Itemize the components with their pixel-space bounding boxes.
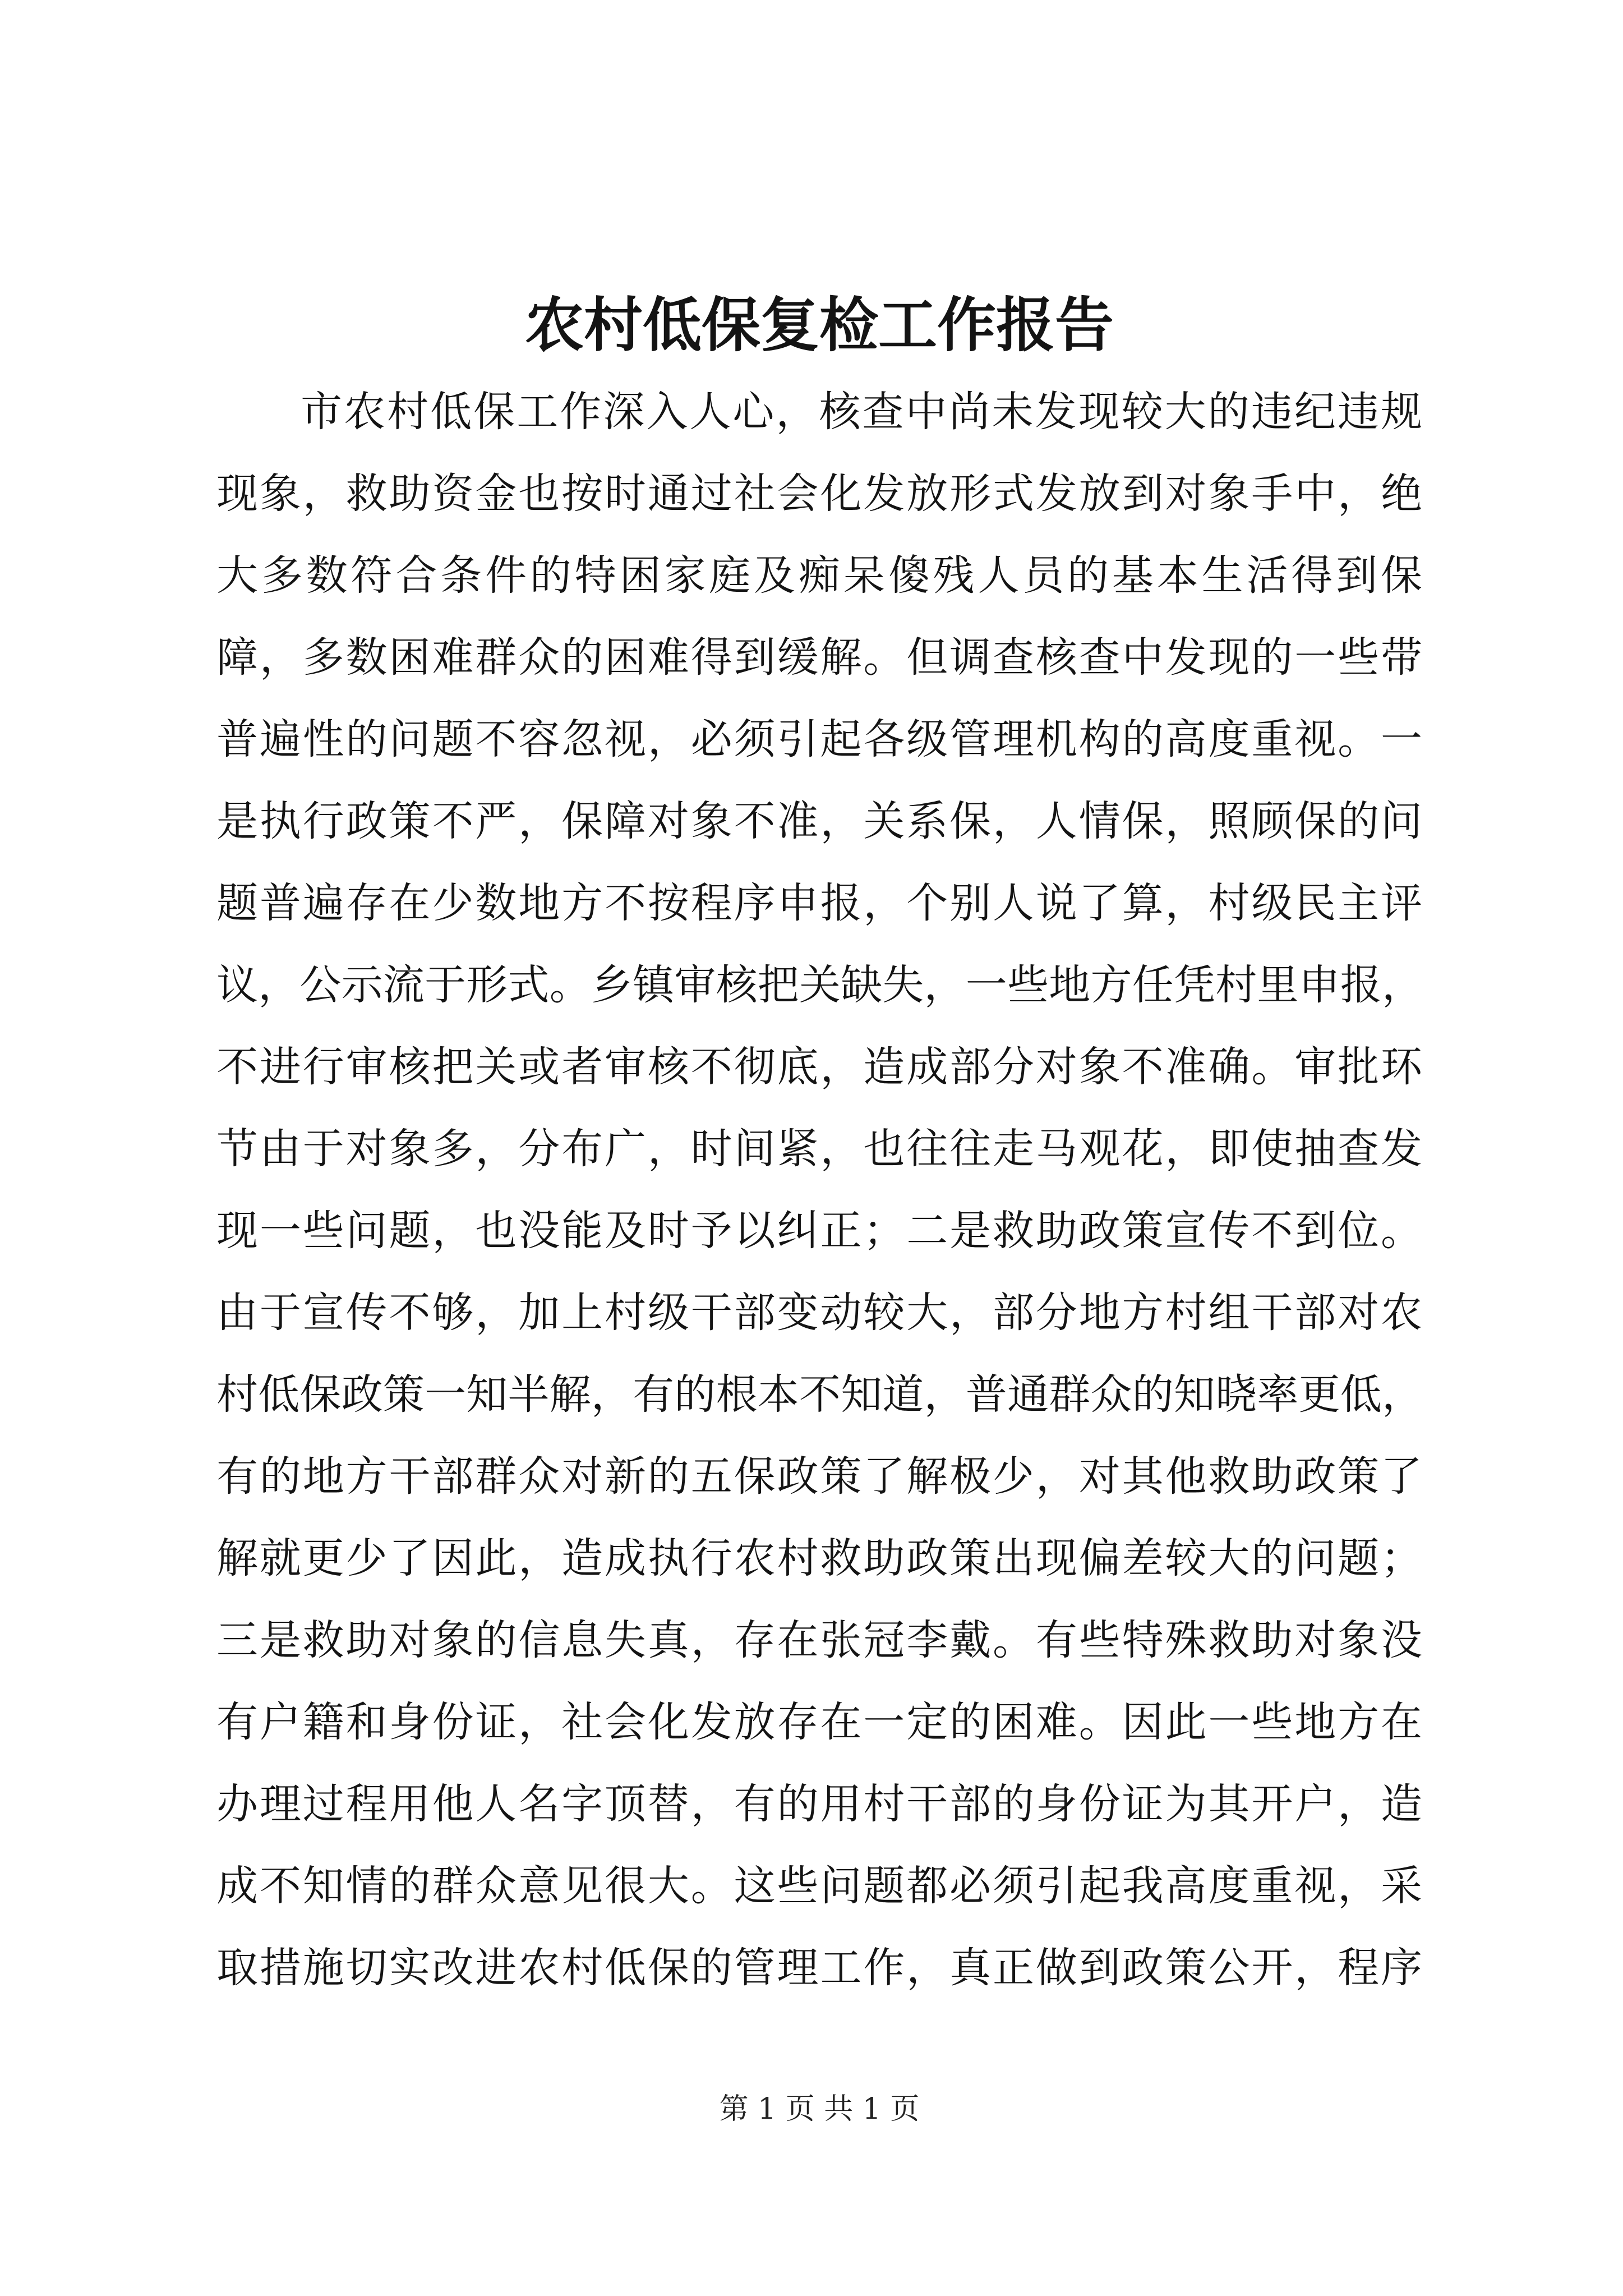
body-paragraph (216, 371, 1422, 2009)
body-line: 普遍性的问题不容忽视，必须引起各级管理机构的高度重视。一 (216, 715, 1422, 763)
body-line: 不进行审核把关或者审核不彻底，造成部分对象不准确。审批环 (216, 1043, 1422, 1091)
body-line: 障，多数困难群众的困难得到缓解。但调查核查中发现的一些带 (216, 633, 1422, 682)
body-line: 办理过程用他人名字顶替，有的用村干部的身份证为其开户，造 (216, 1780, 1422, 1828)
body-line: 解就更少了因此，造成执行农村救助政策出现偏差较大的问题； (216, 1534, 1422, 1582)
body-line: 取措施切实改进农村低保的管理工作，真正做到政策公开，程序 (216, 1944, 1422, 1992)
body-line: 节由于对象多，分布广，时间紧，也往往走马观花，即使抽查发 (216, 1125, 1422, 1173)
body-line: 有的地方干部群众对新的五保政策了解极少，对其他救助政策了 (216, 1452, 1422, 1501)
body-line: 议，公示流于形式。乡镇审核把关缺失，一些地方任凭村里申报， (216, 961, 1422, 1009)
body-line: 村低保政策一知半解，有的根本不知道，普通群众的知晓率更低， (216, 1370, 1422, 1419)
body-line: 是执行政策不严，保障对象不准，关系保，人情保，照顾保的问 (216, 797, 1422, 845)
page-footer (216, 2090, 1422, 2129)
body-line: 现象，救助资金也按时通过社会化发放形式发放到对象手中，绝 (216, 470, 1422, 518)
body-line: 现一些问题，也没能及时予以纠正；二是救助政策宣传不到位。 (216, 1207, 1422, 1255)
body-line: 题普遍存在少数地方不按程序申报，个别人说了算，村级民主评 (216, 879, 1422, 927)
body-line: 三是救助对象的信息失真，存在张冠李戴。有些特殊救助对象没 (216, 1616, 1422, 1664)
body-line: 有户籍和身份证，社会化发放存在一定的困难。因此一些地方在 (216, 1698, 1422, 1746)
body-line: 市农村低保工作深入人心，核查中尚未发现较大的违纪违规 (301, 388, 1422, 436)
document-title: 农村低保复检工作报告 (524, 291, 1114, 358)
body-line: 成不知情的群众意见很大。这些问题都必须引起我高度重视，采 (216, 1862, 1422, 1910)
body-line: 由于宣传不够，加上村级干部变动较大，部分地方村组干部对农 (216, 1289, 1422, 1337)
body-line: 大多数符合条件的特困家庭及痴呆傻残人员的基本生活得到保 (216, 551, 1422, 600)
page-number-label: 第 1 页 共 1 页 (719, 2092, 920, 2126)
